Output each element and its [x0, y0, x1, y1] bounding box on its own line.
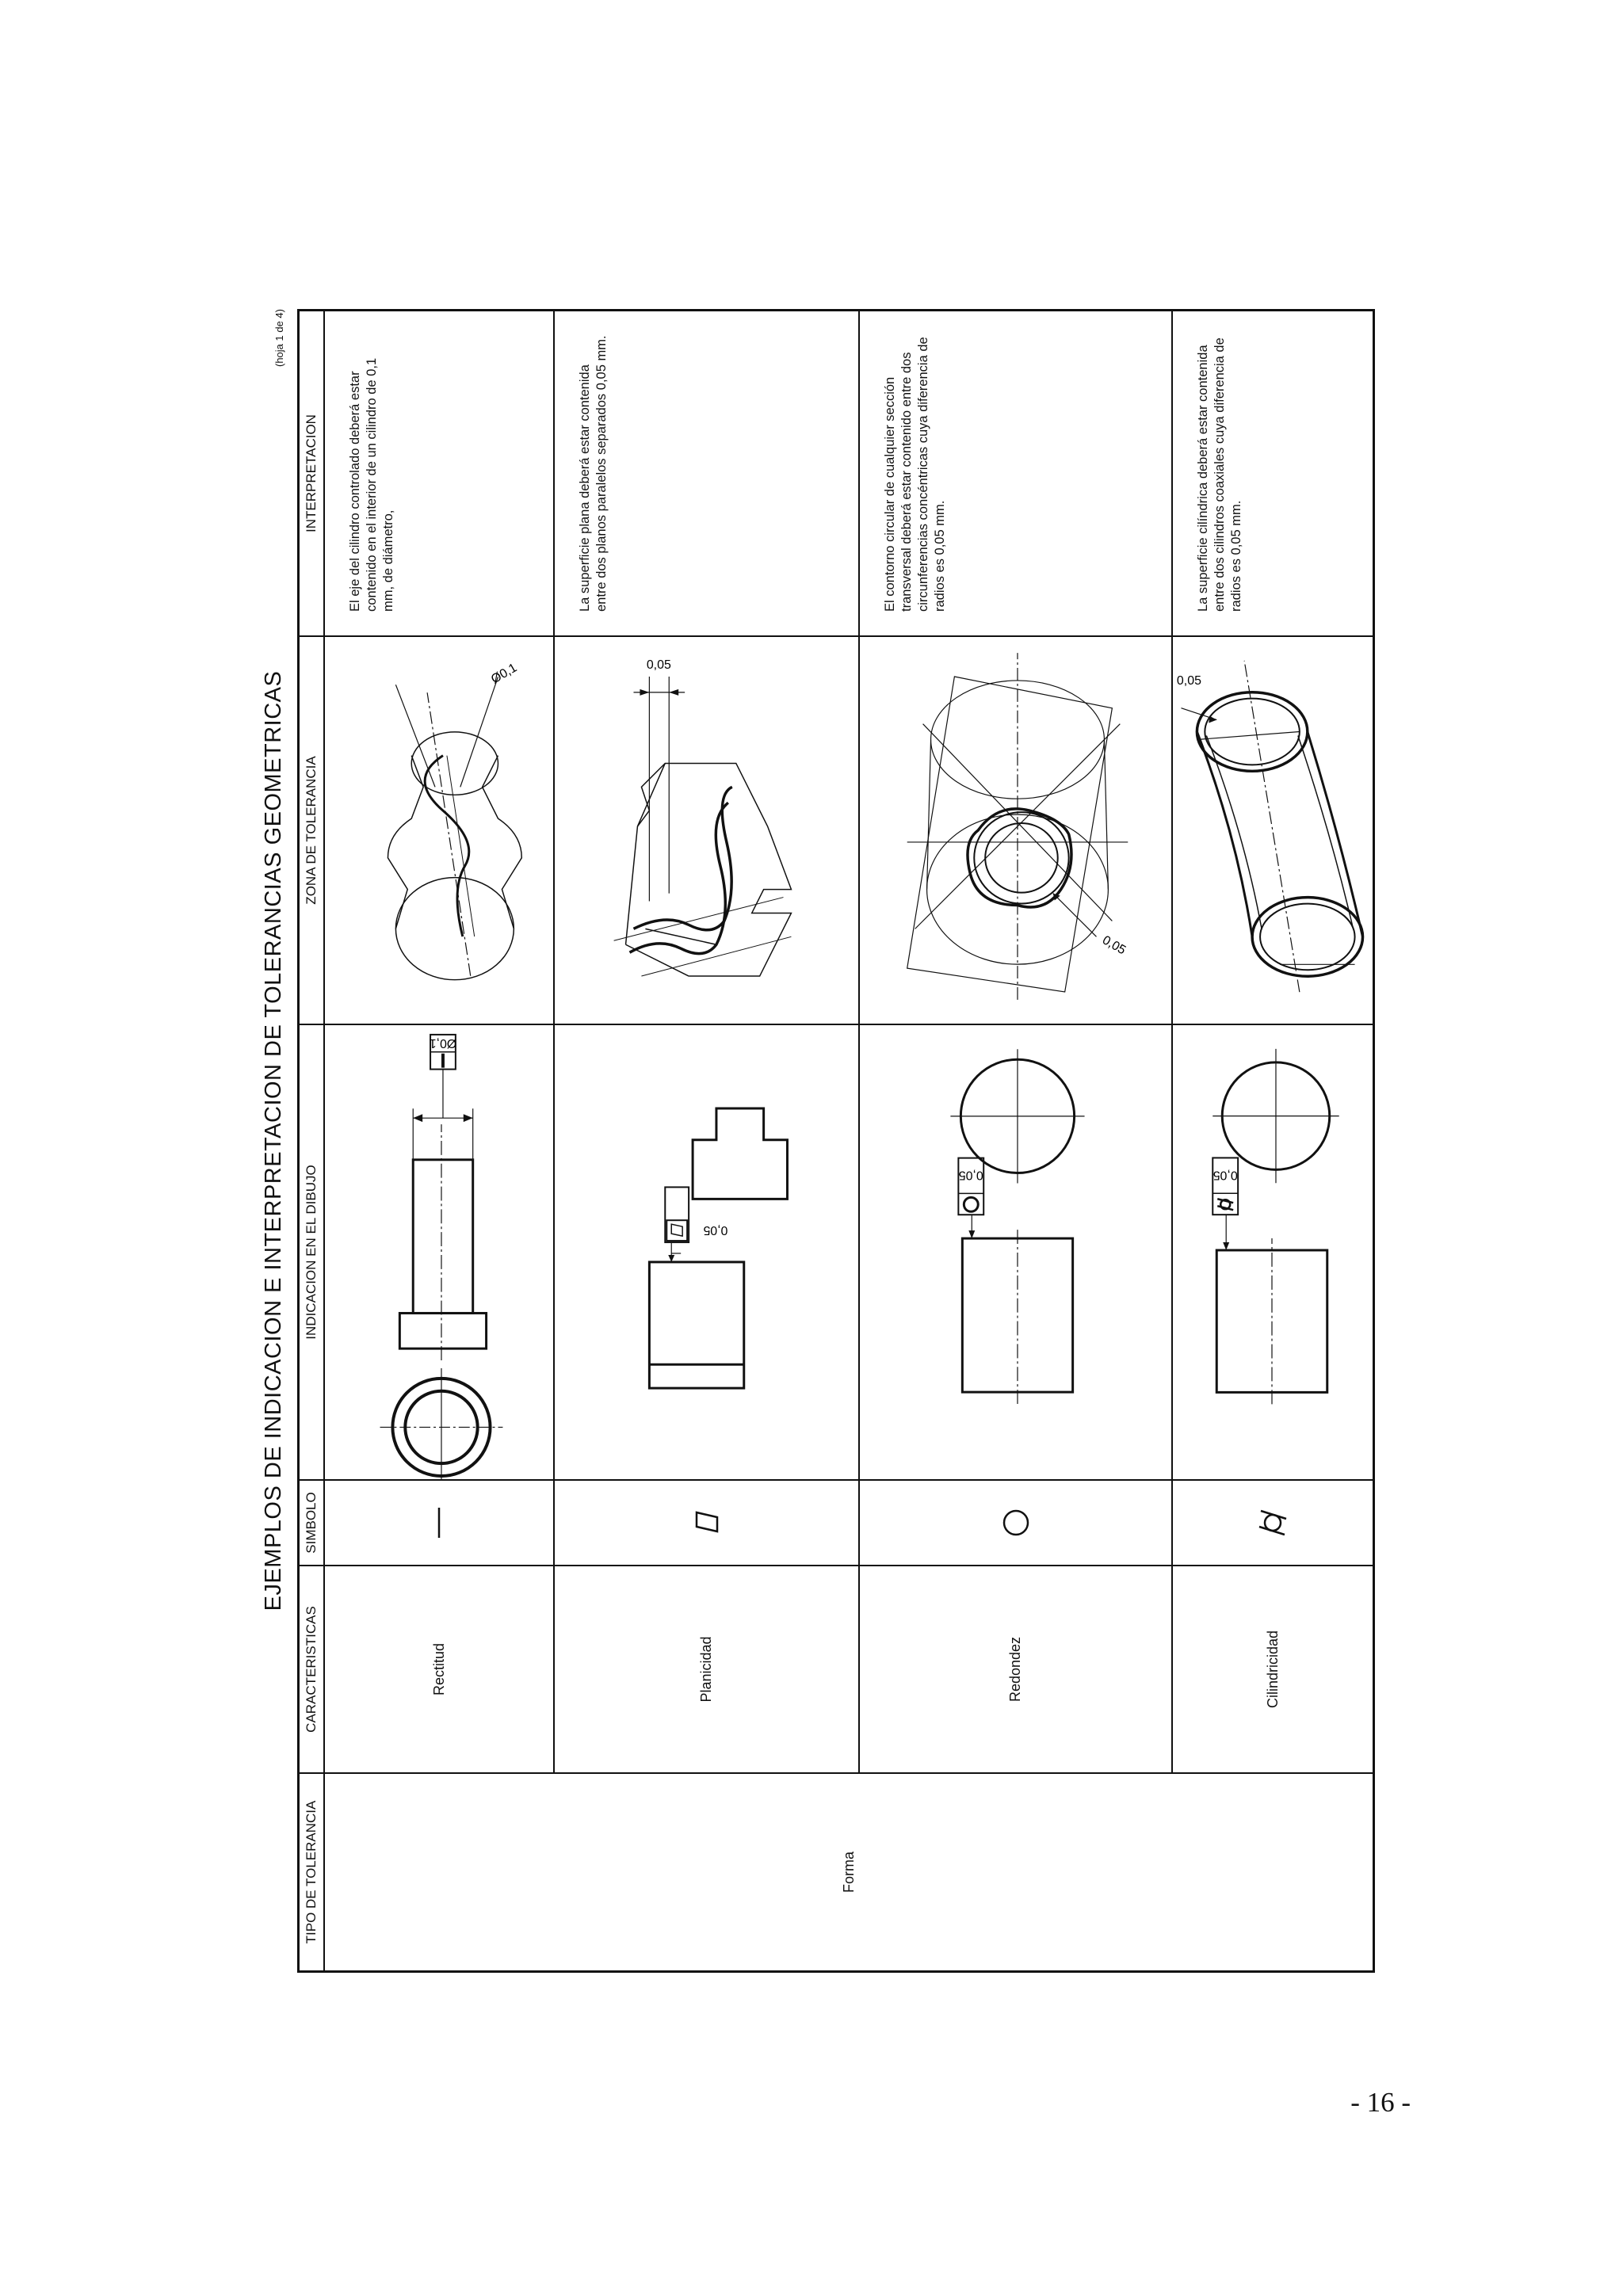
- straightness-drawing: [325, 1025, 553, 1479]
- characteristic-cell: [860, 1565, 1171, 1772]
- circularity-zone-drawing: [860, 637, 1171, 1024]
- cylindricity-drawing: [1173, 1025, 1373, 1479]
- interpretation-cell: [860, 311, 1171, 635]
- interpretation-text: La superficie cilíndrica deberá estar contenida entre dos cilindros coaxiales cuya diferencia de radios es 0,05 mm.: [1196, 338, 1243, 612]
- frame-value: 0,05: [1212, 1168, 1238, 1182]
- symbol-cell: [1173, 1479, 1373, 1565]
- flatness-icon: [687, 1503, 727, 1543]
- table-row: [1173, 311, 1373, 1772]
- zone-cell: [325, 635, 553, 1024]
- cylindricity-zone-drawing: [1173, 637, 1373, 1024]
- table-row: [860, 311, 1173, 1772]
- characteristic-label: Redondez: [1007, 1636, 1023, 1703]
- symbol-cell: [555, 1479, 858, 1565]
- interpretation-text: La superficie plana deberá estar contenida entre dos planos paralelos separados 0,05 mm.: [578, 335, 609, 612]
- interpretation-cell: [1173, 311, 1373, 635]
- frame-value: Ø0,1: [429, 1035, 457, 1050]
- zone-cell: [1173, 635, 1373, 1024]
- interpretation-cell: [325, 311, 553, 635]
- table-row: [555, 311, 860, 1772]
- header-indicacion: INDICACION EN EL DIBUJO: [300, 1024, 323, 1479]
- zone-value: 0,05: [1176, 673, 1201, 688]
- interpretation-cell: [555, 311, 858, 635]
- header-interpretacion: INTERPRETACION: [304, 414, 319, 532]
- zone-cell: [555, 635, 858, 1024]
- drawing-cell: [555, 1024, 858, 1479]
- interpretation-text: El eje del cilindro controlado deberá estar contenido en el interior de un cilindro de 0,1 mm, de diámetro,: [348, 357, 395, 612]
- flatness-drawing: [555, 1025, 858, 1479]
- tolerance-table: [297, 309, 1375, 1973]
- zone-value: 0,05: [1099, 933, 1128, 958]
- table-row: [325, 311, 555, 1772]
- characteristic-cell: [1173, 1565, 1373, 1772]
- tipo-value: Forma: [840, 1852, 857, 1894]
- table-header: [300, 311, 325, 1970]
- header-caracteristicas: CARACTERISTICAS: [300, 1565, 323, 1772]
- zone-value: 0,05: [646, 658, 671, 673]
- characteristic-label: Cilindricidad: [1264, 1630, 1281, 1709]
- frame-value: 0,05: [958, 1168, 983, 1182]
- rotated-page-content: [258, 309, 1375, 1973]
- symbol-cell: [325, 1479, 553, 1565]
- symbol-cell: [860, 1479, 1171, 1565]
- tipo-cell: [325, 1772, 1373, 1970]
- header-tipo: TIPO DE TOLERANCIA: [300, 1772, 323, 1970]
- characteristic-cell: [555, 1565, 858, 1772]
- characteristic-cell: [325, 1565, 553, 1772]
- page-title: EJEMPLOS DE INDICACION E INTERPRETACION DE TOLERANCIAS GEOMETRICAS: [261, 670, 286, 1611]
- page-number: - 16 -: [1350, 2087, 1411, 2118]
- straightness-zone-drawing: [325, 637, 553, 1024]
- characteristic-label: Planicidad: [698, 1636, 714, 1703]
- straightness-icon: [419, 1503, 459, 1543]
- drawing-cell: [325, 1024, 553, 1479]
- zone-cell: [860, 635, 1171, 1024]
- drawing-cell: [860, 1024, 1171, 1479]
- frame-value: 0,05: [703, 1223, 728, 1238]
- header-zona: ZONA DE TOLERANCIA: [300, 635, 323, 1024]
- cylindricity-icon: [1253, 1503, 1293, 1543]
- zone-value: Ø0,1: [489, 661, 520, 687]
- circularity-drawing: [860, 1025, 1171, 1479]
- flatness-zone-drawing: [555, 637, 858, 1024]
- drawing-cell: [1173, 1024, 1373, 1479]
- interpretation-text: El contorno circular de cualquier sección transversal deberá estar contenido entre dos circunferencias concéntricas cuya diferencia de radios es 0,05 mm.: [883, 337, 947, 612]
- characteristic-label: Rectitud: [430, 1642, 447, 1696]
- header-simbolo: SIMBOLO: [300, 1479, 323, 1565]
- circularity-icon: [996, 1503, 1036, 1543]
- sheet-note: (hoja 1 de 4): [273, 309, 285, 367]
